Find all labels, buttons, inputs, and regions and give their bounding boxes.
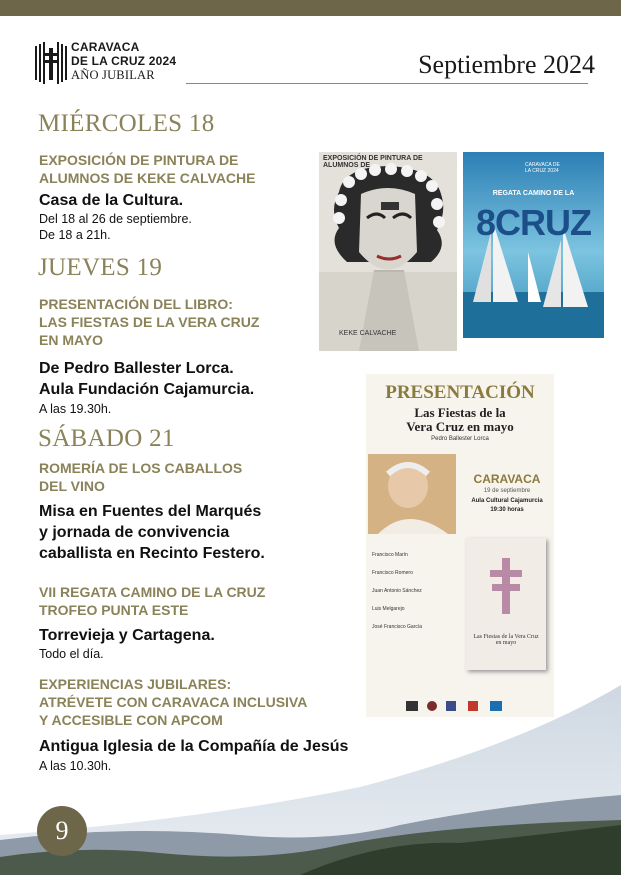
event-info xyxy=(39,646,104,662)
event-place-line: y jornada de convivencia xyxy=(39,524,230,541)
event-info xyxy=(39,211,192,243)
day-heading: SÁBADO 21 xyxy=(38,425,175,452)
brand-block xyxy=(71,40,176,82)
event-title xyxy=(39,583,265,619)
header-rule xyxy=(186,83,588,84)
event-title xyxy=(39,295,259,349)
event-place xyxy=(39,501,265,564)
event-title-line: PRESENTACIÓN DEL LIBRO: xyxy=(39,296,233,312)
event-place xyxy=(39,190,183,211)
event-title-line: ROMERÍA DE LOS CABALLOS xyxy=(39,460,243,476)
event-place-line: caballista en Recinto Festero. xyxy=(39,545,265,562)
book-poster-city: CARAVACA xyxy=(473,472,541,486)
event-place-line: Casa de la Cultura. xyxy=(39,192,184,209)
event-title-line: TROFEO PUNTA ESTE xyxy=(39,602,189,618)
book-cover-title: Las Fiestas de la Vera Cruz en mayo xyxy=(473,634,539,646)
regata-poster xyxy=(463,152,604,351)
regata-poster-logo: CARAVACA DE LA CRUZ 2024 xyxy=(525,162,560,174)
brand-line2: DE LA CRUZ 2024 xyxy=(71,54,177,68)
event-place-line: Aula Fundación Cajamurcia. xyxy=(39,381,255,398)
landscape-footer xyxy=(0,675,621,875)
event-info-line: De 18 a 21h. xyxy=(39,228,111,242)
top-bar xyxy=(0,0,621,16)
painting-exhibition-poster xyxy=(319,152,457,351)
event-title-line: LAS FIESTAS DE LA VERA CRUZ xyxy=(39,314,260,330)
event-title-line: ALUMNOS DE KEKE CALVACHE xyxy=(39,170,256,186)
event-place-line: Misa en Fuentes del Marqués xyxy=(39,503,262,520)
book-poster-author: Pedro Ballester Lorca xyxy=(431,436,489,442)
page-number: 9 xyxy=(37,806,87,856)
event-place xyxy=(39,625,215,646)
event-title xyxy=(39,151,256,187)
book-poster-heading: PRESENTACIÓN xyxy=(385,382,535,403)
event-title xyxy=(39,459,242,495)
regata-poster-big: 8CRUZ xyxy=(475,202,591,243)
event-place-line: Torrevieja y Cartagena. xyxy=(39,627,215,644)
event-place xyxy=(39,358,254,400)
book-poster-date: 19 de septiembre xyxy=(483,488,531,494)
book-poster-title-line: Las Fiestas de la xyxy=(414,405,506,420)
book-poster-time: 19:30 horas xyxy=(490,507,524,513)
book-presentation-poster xyxy=(366,374,554,717)
speaker: Francisco Marín xyxy=(372,552,408,558)
event-info-line: Todo el día. xyxy=(39,647,104,661)
event-info xyxy=(39,401,111,417)
caravaca-cross-logo xyxy=(33,42,69,84)
event-title-line: VII REGATA CAMINO DE LA CRUZ xyxy=(39,584,266,600)
day-heading: MIÉRCOLES 18 xyxy=(38,110,215,137)
event-title-line: ATRÉVETE CON CARAVACA INCLUSIVA xyxy=(39,694,308,710)
painting-poster-title: EXPOSICIÓN DE PINTURA DE ALUMNOS DE xyxy=(323,155,423,169)
book-poster-speakers xyxy=(372,546,462,636)
painting-poster-name: KEKE CALVACHE xyxy=(339,330,397,337)
day-heading: JUEVES 19 xyxy=(38,254,163,281)
event-info-line: A las 10.30h. xyxy=(39,759,112,773)
author-photo xyxy=(368,454,456,534)
speaker: Juan Antonio Sánchez xyxy=(372,588,422,594)
speaker: Francisco Romero xyxy=(372,570,413,576)
book-poster-title xyxy=(366,406,554,434)
speaker: José Francisco García xyxy=(372,624,423,630)
book-poster-title-line: Vera Cruz en mayo xyxy=(406,419,514,434)
event-info-line: Del 18 al 26 de septiembre. xyxy=(39,212,192,226)
brand-line3: AÑO JUBILAR xyxy=(71,68,155,82)
event-title-line: Y ACCESIBLE CON APCOM xyxy=(39,712,223,728)
event-place-line: De Pedro Ballester Lorca. xyxy=(39,360,234,377)
regata-poster-title: REGATA CAMINO DE LA xyxy=(492,190,575,197)
event-title-line: EXPERIENCIAS JUBILARES: xyxy=(39,676,232,692)
event-place-line: Antigua Iglesia de la Compañía de Jesús xyxy=(39,738,349,755)
event-title-line: EXPOSICIÓN DE PINTURA DE xyxy=(39,152,239,168)
brand-line1: CARAVACA xyxy=(71,40,140,54)
event-title-line: DEL VINO xyxy=(39,478,105,494)
book-cover xyxy=(466,538,546,670)
event-title-line: EN MAYO xyxy=(39,332,104,348)
book-poster-venue: Aula Cultural Cajamurcia xyxy=(471,498,543,504)
speaker: Luis Melgarejo xyxy=(372,606,405,612)
month-title: Septiembre 2024 xyxy=(418,50,595,79)
event-info-line: A las 19.30h. xyxy=(39,402,112,416)
